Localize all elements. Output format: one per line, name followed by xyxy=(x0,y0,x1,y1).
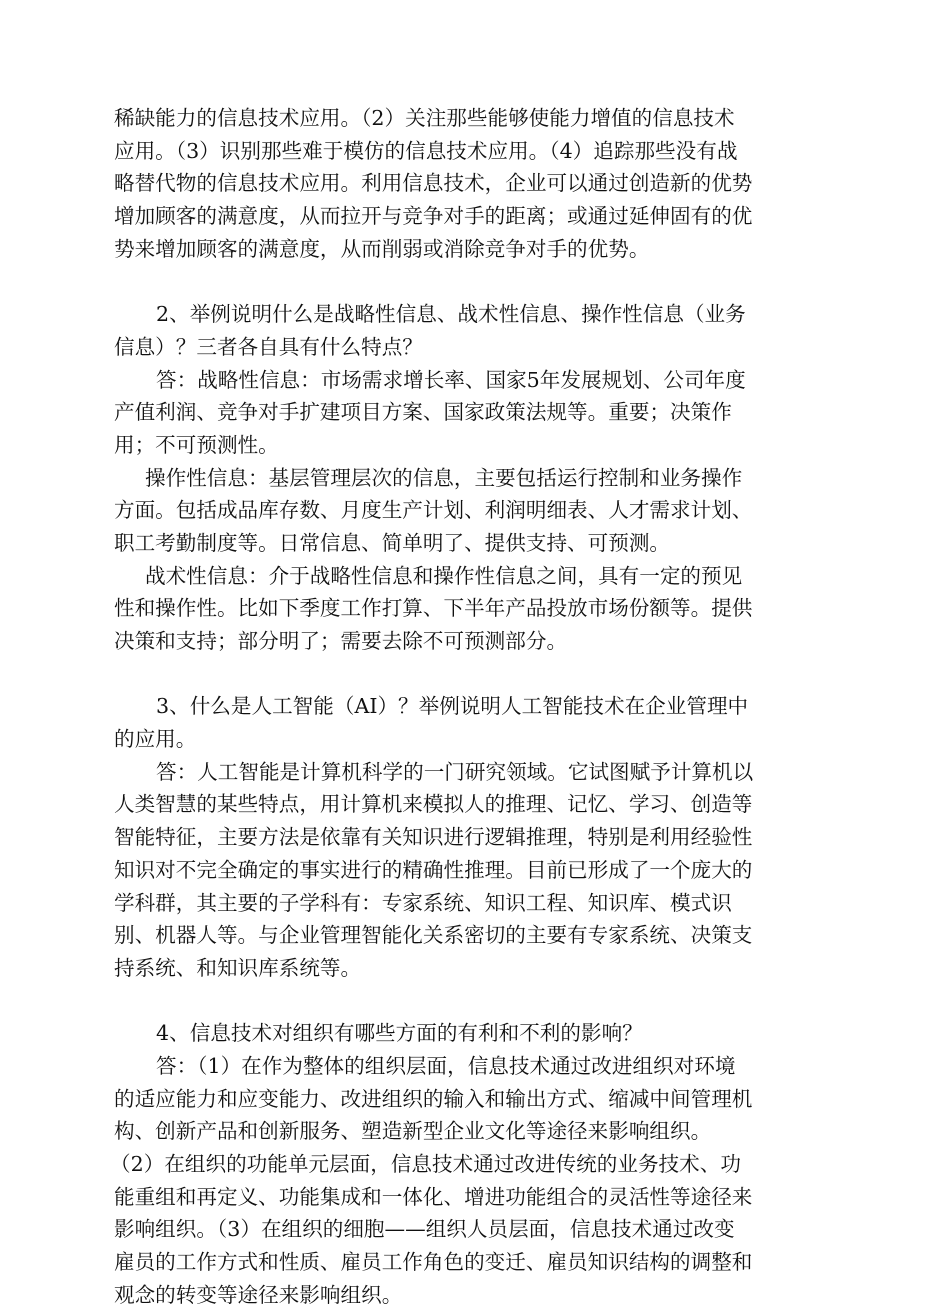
paragraph-spacer xyxy=(114,985,838,1018)
question-line: 4、信息技术对组织有哪些方面的有利和不利的影响？ xyxy=(156,1021,643,1046)
answer-line: 操作性信息：基层管理层次的信息，主要包括运行控制和业务操作 xyxy=(145,465,743,490)
answer-line: 人类智慧的某些特点，用计算机来模拟人的推理、记忆、学习、创造等 xyxy=(114,792,753,817)
answer-line: 持系统、和知识库系统等。 xyxy=(114,955,362,980)
question-line: 2、举例说明什么是战略性信息、战术性信息、操作性信息（业务 xyxy=(156,302,746,327)
answer-2-strategic xyxy=(114,364,838,462)
text-line: 应用。（3）识别那些难于模仿的信息技术应用。（4）追踪那些没有战 xyxy=(114,138,738,163)
paragraph-intro xyxy=(114,102,838,265)
answer-line: 的适应能力和应变能力、改进组织的输入和输出方式、缩减中间管理机 xyxy=(114,1086,753,1111)
answer-line: 知识对不完全确定的事实进行的精确性推理。目前已形成了一个庞大的 xyxy=(114,857,753,882)
answer-line: 用；不可预测性。 xyxy=(114,432,279,457)
answer-line: 能重组和再定义、功能集成和一体化、增进功能组合的灵活性等途径来 xyxy=(114,1184,753,1209)
answer-line: 学科群，其主要的子学科有：专家系统、知识工程、知识库、模式识 xyxy=(114,890,732,915)
answer-line: 别、机器人等。与企业管理智能化关系密切的主要有专家系统、决策支 xyxy=(114,923,753,948)
paragraph-spacer xyxy=(114,658,838,691)
answer-line: 答：人工智能是计算机科学的一门研究领域。它试图赋予计算机以 xyxy=(156,759,754,784)
answer-2-operational xyxy=(114,462,838,560)
question-line: 的应用。 xyxy=(114,727,197,752)
answer-line: 性和操作性。比如下季度工作打算、下半年产品投放市场份额等。提供 xyxy=(114,596,753,621)
answer-line: 战术性信息：介于战略性信息和操作性信息之间，具有一定的预见 xyxy=(145,563,743,588)
text-line: 略替代物的信息技术应用。利用信息技术，企业可以通过创造新的优势 xyxy=(114,171,753,196)
answer-line: 构、创新产品和创新服务、塑造新型企业文化等途径来影响组织。 xyxy=(114,1119,712,1144)
answer-3 xyxy=(114,756,838,985)
answer-line: 影响组织。（3）在组织的细胞——组织人员层面，信息技术通过改变 xyxy=(114,1217,735,1242)
answer-line: 智能特征，主要方法是依靠有关知识进行逻辑推理，特别是利用经验性 xyxy=(114,825,753,850)
answer-line: 职工考勤制度等。日常信息、简单明了、提供支持、可预测。 xyxy=(114,530,671,555)
answer-line: （2）在组织的功能单元层面，信息技术通过改进传统的业务技术、功 xyxy=(110,1152,741,1176)
answer-line: 决策和支持；部分明了；需要去除不可预测部分。 xyxy=(114,629,568,653)
answer-line: 答：（1）在作为整体的组织层面，信息技术通过改进组织对环境 xyxy=(156,1053,736,1078)
text-line: 增加顾客的满意度，从而拉开与竞争对手的距离；或通过延伸固有的优 xyxy=(114,204,753,229)
answer-line: 答：战略性信息：市场需求增长率、国家5年发展规划、公司年度 xyxy=(156,367,746,392)
answer-line: 产值利润、竞争对手扩建项目方案、国家政策法规等。重要；决策作 xyxy=(114,400,732,425)
question-3 xyxy=(114,690,838,755)
answer-2-tactical xyxy=(114,560,838,658)
question-2 xyxy=(114,298,838,363)
answer-line: 方面。包括成品库存数、月度生产计划、利润明细表、人才需求计划、 xyxy=(114,498,753,523)
text-line: 势来增加顾客的满意度，从而削弱或消除竞争对手的优势。 xyxy=(114,236,650,261)
question-line: 信息）？三者各自具有什么特点？ xyxy=(114,334,423,359)
answer-4 xyxy=(110,1050,838,1311)
document-body xyxy=(110,102,838,1311)
question-line: 3、什么是人工智能（AI）？举例说明人工智能技术在企业管理中 xyxy=(156,694,749,719)
answer-line: 雇员的工作方式和性质、雇员工作角色的变迁、雇员知识结构的调整和 xyxy=(114,1250,753,1275)
text-line: 稀缺能力的信息技术应用。（2）关注那些能够使能力增值的信息技术 xyxy=(114,106,735,130)
paragraph-spacer xyxy=(114,265,838,298)
answer-line: 观念的转变等途径来影响组织。 xyxy=(114,1282,403,1307)
question-4 xyxy=(114,1017,838,1050)
